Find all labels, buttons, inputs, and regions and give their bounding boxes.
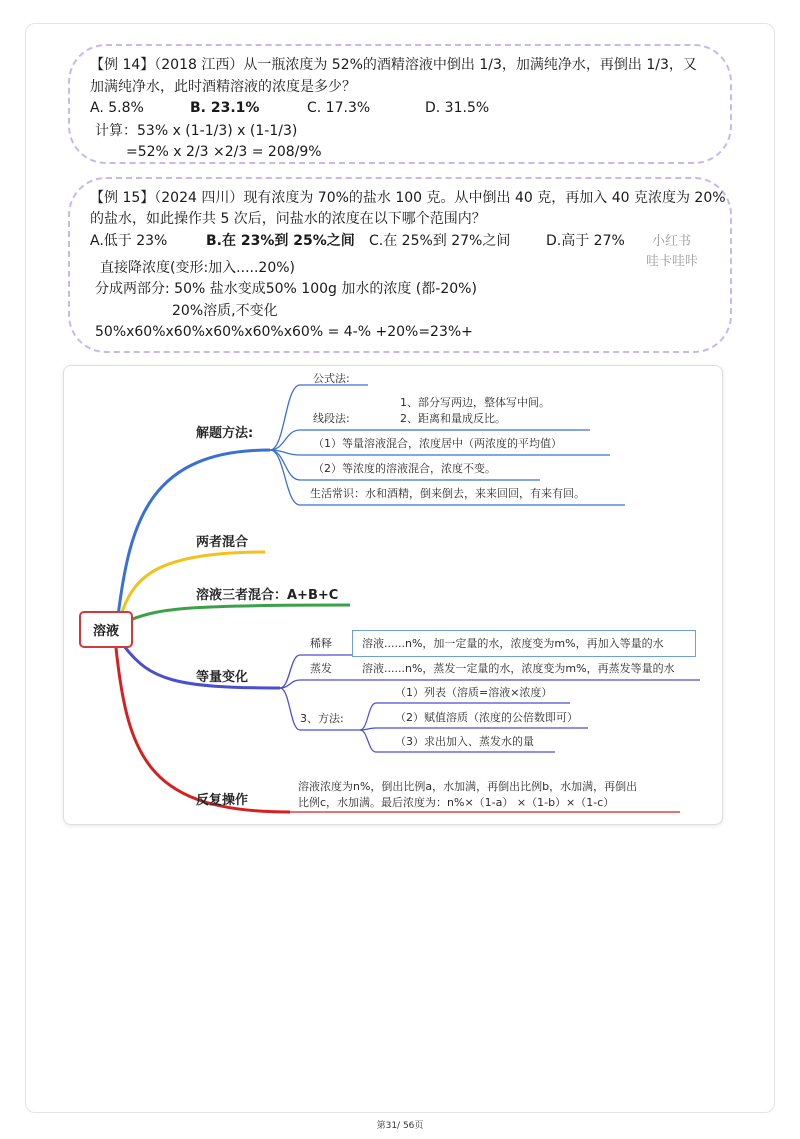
ex15-option-a: A.低于 23%	[90, 233, 168, 249]
formula-method: 公式法:	[313, 372, 350, 385]
branch-repeat-operation: 反复操作	[196, 793, 249, 808]
ex15-option-c: C.在 25%到 27%之间	[369, 233, 511, 249]
ex14-calc-line1: 计算：53% x (1-1/3) x (1-1/3)	[95, 123, 298, 139]
watermark-line1: 小红书	[652, 234, 692, 249]
method-3-step-1: （1）列表（溶质=溶液×浓度）	[395, 686, 553, 699]
page-number: 第31/ 56页	[376, 1121, 424, 1131]
dilution-label: 稀释	[310, 637, 332, 650]
branch-solving-methods: 解题方法:	[196, 426, 254, 441]
dilution-text: 溶液......n%，加一定量的水，浓度变为m%，再加入等量的水	[362, 637, 664, 650]
method-item-3: 生活常识：水和酒精，倒来倒去，来来回回，有来有回。	[310, 487, 585, 500]
method-item-1: （1）等量溶液混合，浓度居中（两浓度的平均值）	[313, 437, 562, 450]
branch-three-mix: 溶液三者混合：A+B+C	[196, 588, 339, 603]
repeat-text-line1: 溶液浓度为n%，倒出比例a，水加满，再倒出比例b，水加满，再倒出	[298, 780, 638, 793]
segment-rule-1: 1、部分写两边，整体写中间。	[400, 396, 550, 409]
ex14-option-d: D. 31.5%	[425, 100, 490, 116]
branch-two-mix: 两者混合	[196, 535, 249, 550]
segment-rule-2: 2、距离和量成反比。	[400, 412, 506, 425]
ex14-option-b: B. 23.1%	[190, 100, 260, 116]
method-item-2: （2）等浓度的溶液混合，浓度不变。	[313, 462, 496, 475]
ex15-note2: 分成两部分: 50% 盐水变成50% 100g 加水的浓度 (都-20%)	[95, 281, 477, 297]
ex14-option-c: C. 17.3%	[307, 100, 371, 116]
repeat-text-line2: 比例c，水加满。最后浓度为：n%×（1-a） ×（1-b）×（1-c）	[298, 796, 615, 809]
evaporation-label: 蒸发	[310, 662, 332, 675]
ex15-option-d: D.高于 27%	[546, 233, 625, 249]
ex15-note3: 20%溶质,不变化	[172, 303, 278, 319]
method-3-label: 3、方法:	[300, 712, 344, 725]
mindmap-root-node: 溶液	[79, 611, 133, 648]
ex14-question-line2: 加满纯净水，此时酒精溶液的浓度是多少？	[90, 79, 356, 95]
ex15-question-line2: 的盐水，如此操作共 5 次后，问盐水的浓度在以下哪个范围内？	[90, 211, 486, 227]
method-3-step-2: （2）赋值溶质（浓度的公倍数即可）	[395, 711, 578, 724]
evaporation-text: 溶液......n%，蒸发一定量的水，浓度变为m%，再蒸发等量的水	[362, 662, 675, 675]
ex15-option-b: B.在 23%到 25%之间	[206, 233, 355, 249]
ex14-question-line1: 【例 14】（2018 江西）从一瓶浓度为 52%的酒精溶液中倒出 1/3，加满纯净水，再倒出 1/3，又	[90, 57, 697, 73]
segment-method: 线段法:	[313, 412, 350, 425]
ex15-note1: 直接降浓度(变形:加入.....20%)	[100, 260, 296, 276]
ex15-note4: 50%x60%x60%x60%x60%x60% = 4-% +20%=23%+	[95, 324, 473, 340]
ex14-option-a: A. 5.8%	[90, 100, 144, 116]
watermark-line2: 哇卡哇咔	[646, 254, 699, 269]
ex14-calc-line2: =52% x 2/3 ×2/3 = 208/9%	[126, 144, 322, 160]
ex15-question-line1: 【例 15】（2024 四川）现有浓度为 70%的盐水 100 克。从中倒出 40 克，再加入 40 克浓度为 20%	[90, 190, 726, 206]
branch-equal-change: 等量变化	[196, 670, 249, 685]
method-3-step-3: （3）求出加入、蒸发水的量	[395, 735, 534, 748]
